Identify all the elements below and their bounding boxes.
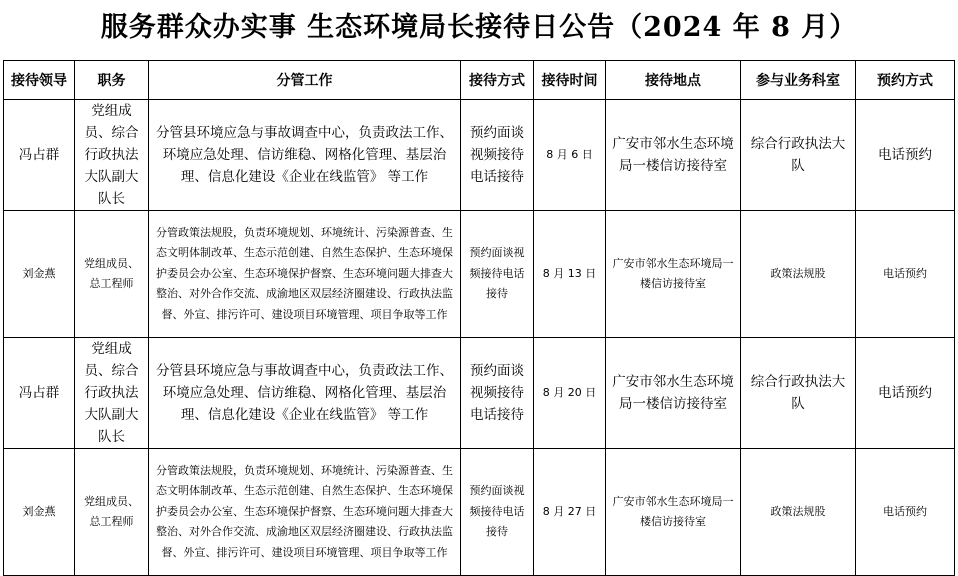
- table-row: [4, 100, 955, 211]
- cell-position: 党组成员、总工程师: [75, 449, 149, 576]
- cell-position: 党组成员、综合行政执法大队副大队长: [75, 100, 149, 211]
- cell-location: 广安市邻水生态环境局一楼信访接待室: [606, 449, 741, 576]
- cell-method: 预约面谈视频接待电话接待: [461, 338, 534, 449]
- cell-location: 广安市邻水生态环境局一楼信访接待室: [606, 338, 741, 449]
- table-row: [4, 338, 955, 449]
- header-department: 参与业务科室: [741, 61, 856, 100]
- cell-department: 综合行政执法大队: [741, 100, 856, 211]
- header-method: 接待方式: [461, 61, 534, 100]
- cell-location: 广安市邻水生态环境局一楼信访接待室: [606, 211, 741, 338]
- cell-duties: 分管县环境应急与事故调查中心，负责政法工作、环境应急处理、信访维稳、网格化管理、基层治理、信息化建设《企业在线监管》 等工作: [149, 100, 461, 211]
- cell-department: 综合行政执法大队: [741, 338, 856, 449]
- table-row: [4, 449, 955, 576]
- header-leader: 接待领导: [4, 61, 75, 100]
- cell-date: 8 月 13 日: [534, 211, 606, 338]
- cell-method: 预约面谈视频接待电话接待: [461, 100, 534, 211]
- cell-position: 党组成员、综合行政执法大队副大队长: [75, 338, 149, 449]
- cell-position: 党组成员、总工程师: [75, 211, 149, 338]
- header-date: 接待时间: [534, 61, 606, 100]
- cell-booking: 电话预约: [856, 211, 955, 338]
- cell-date: 8 月 27 日: [534, 449, 606, 576]
- cell-leader: 冯占群: [4, 100, 75, 211]
- cell-leader: 刘金燕: [4, 449, 75, 576]
- cell-location: 广安市邻水生态环境局一楼信访接待室: [606, 100, 741, 211]
- table-header-row: [4, 61, 955, 100]
- page-title: 服务群众办实事 生态环境局长接待日公告（2024 年 8 月）: [100, 12, 858, 43]
- cell-leader: 冯占群: [4, 338, 75, 449]
- header-booking: 预约方式: [856, 61, 955, 100]
- header-position: 职务: [75, 61, 149, 100]
- cell-booking: 电话预约: [856, 338, 955, 449]
- cell-department: 政策法规股: [741, 449, 856, 576]
- cell-booking: 电话预约: [856, 100, 955, 211]
- cell-method: 预约面谈视频接待电话接待: [461, 211, 534, 338]
- cell-duties: 分管政策法规股，负责环境规划、环境统计、污染源普查、生态文明体制改革、生态示范创建、自然生态保护、生态环境保护委员会办公室、生态环境保护督察、生态环境问题大排查大整治、对外合作交流、成渝地区双层经济圈建设、行政执法监督、外宣、排污许可、建设项目环境管理、项目争取等工作: [149, 211, 461, 338]
- cell-duties: 分管政策法规股，负责环境规划、环境统计、污染源普查、生态文明体制改革、生态示范创建、自然生态保护、生态环境保护委员会办公室、生态环境保护督察、生态环境问题大排查大整治、对外合作交流、成渝地区双层经济圈建设、行政执法监督、外宣、排污许可、建设项目环境管理、项目争取等工作: [149, 449, 461, 576]
- cell-method: 预约面谈视频接待电话接待: [461, 449, 534, 576]
- header-duties: 分管工作: [149, 61, 461, 100]
- table-row: [4, 211, 955, 338]
- cell-date: 8 月 6 日: [534, 100, 606, 211]
- cell-department: 政策法规股: [741, 211, 856, 338]
- cell-leader: 刘金燕: [4, 211, 75, 338]
- header-location: 接待地点: [606, 61, 741, 100]
- cell-duties: 分管县环境应急与事故调查中心，负责政法工作、环境应急处理、信访维稳、网格化管理、基层治理、信息化建设《企业在线监管》 等工作: [149, 338, 461, 449]
- cell-booking: 电话预约: [856, 449, 955, 576]
- cell-date: 8 月 20 日: [534, 338, 606, 449]
- reception-schedule-table: [3, 60, 955, 576]
